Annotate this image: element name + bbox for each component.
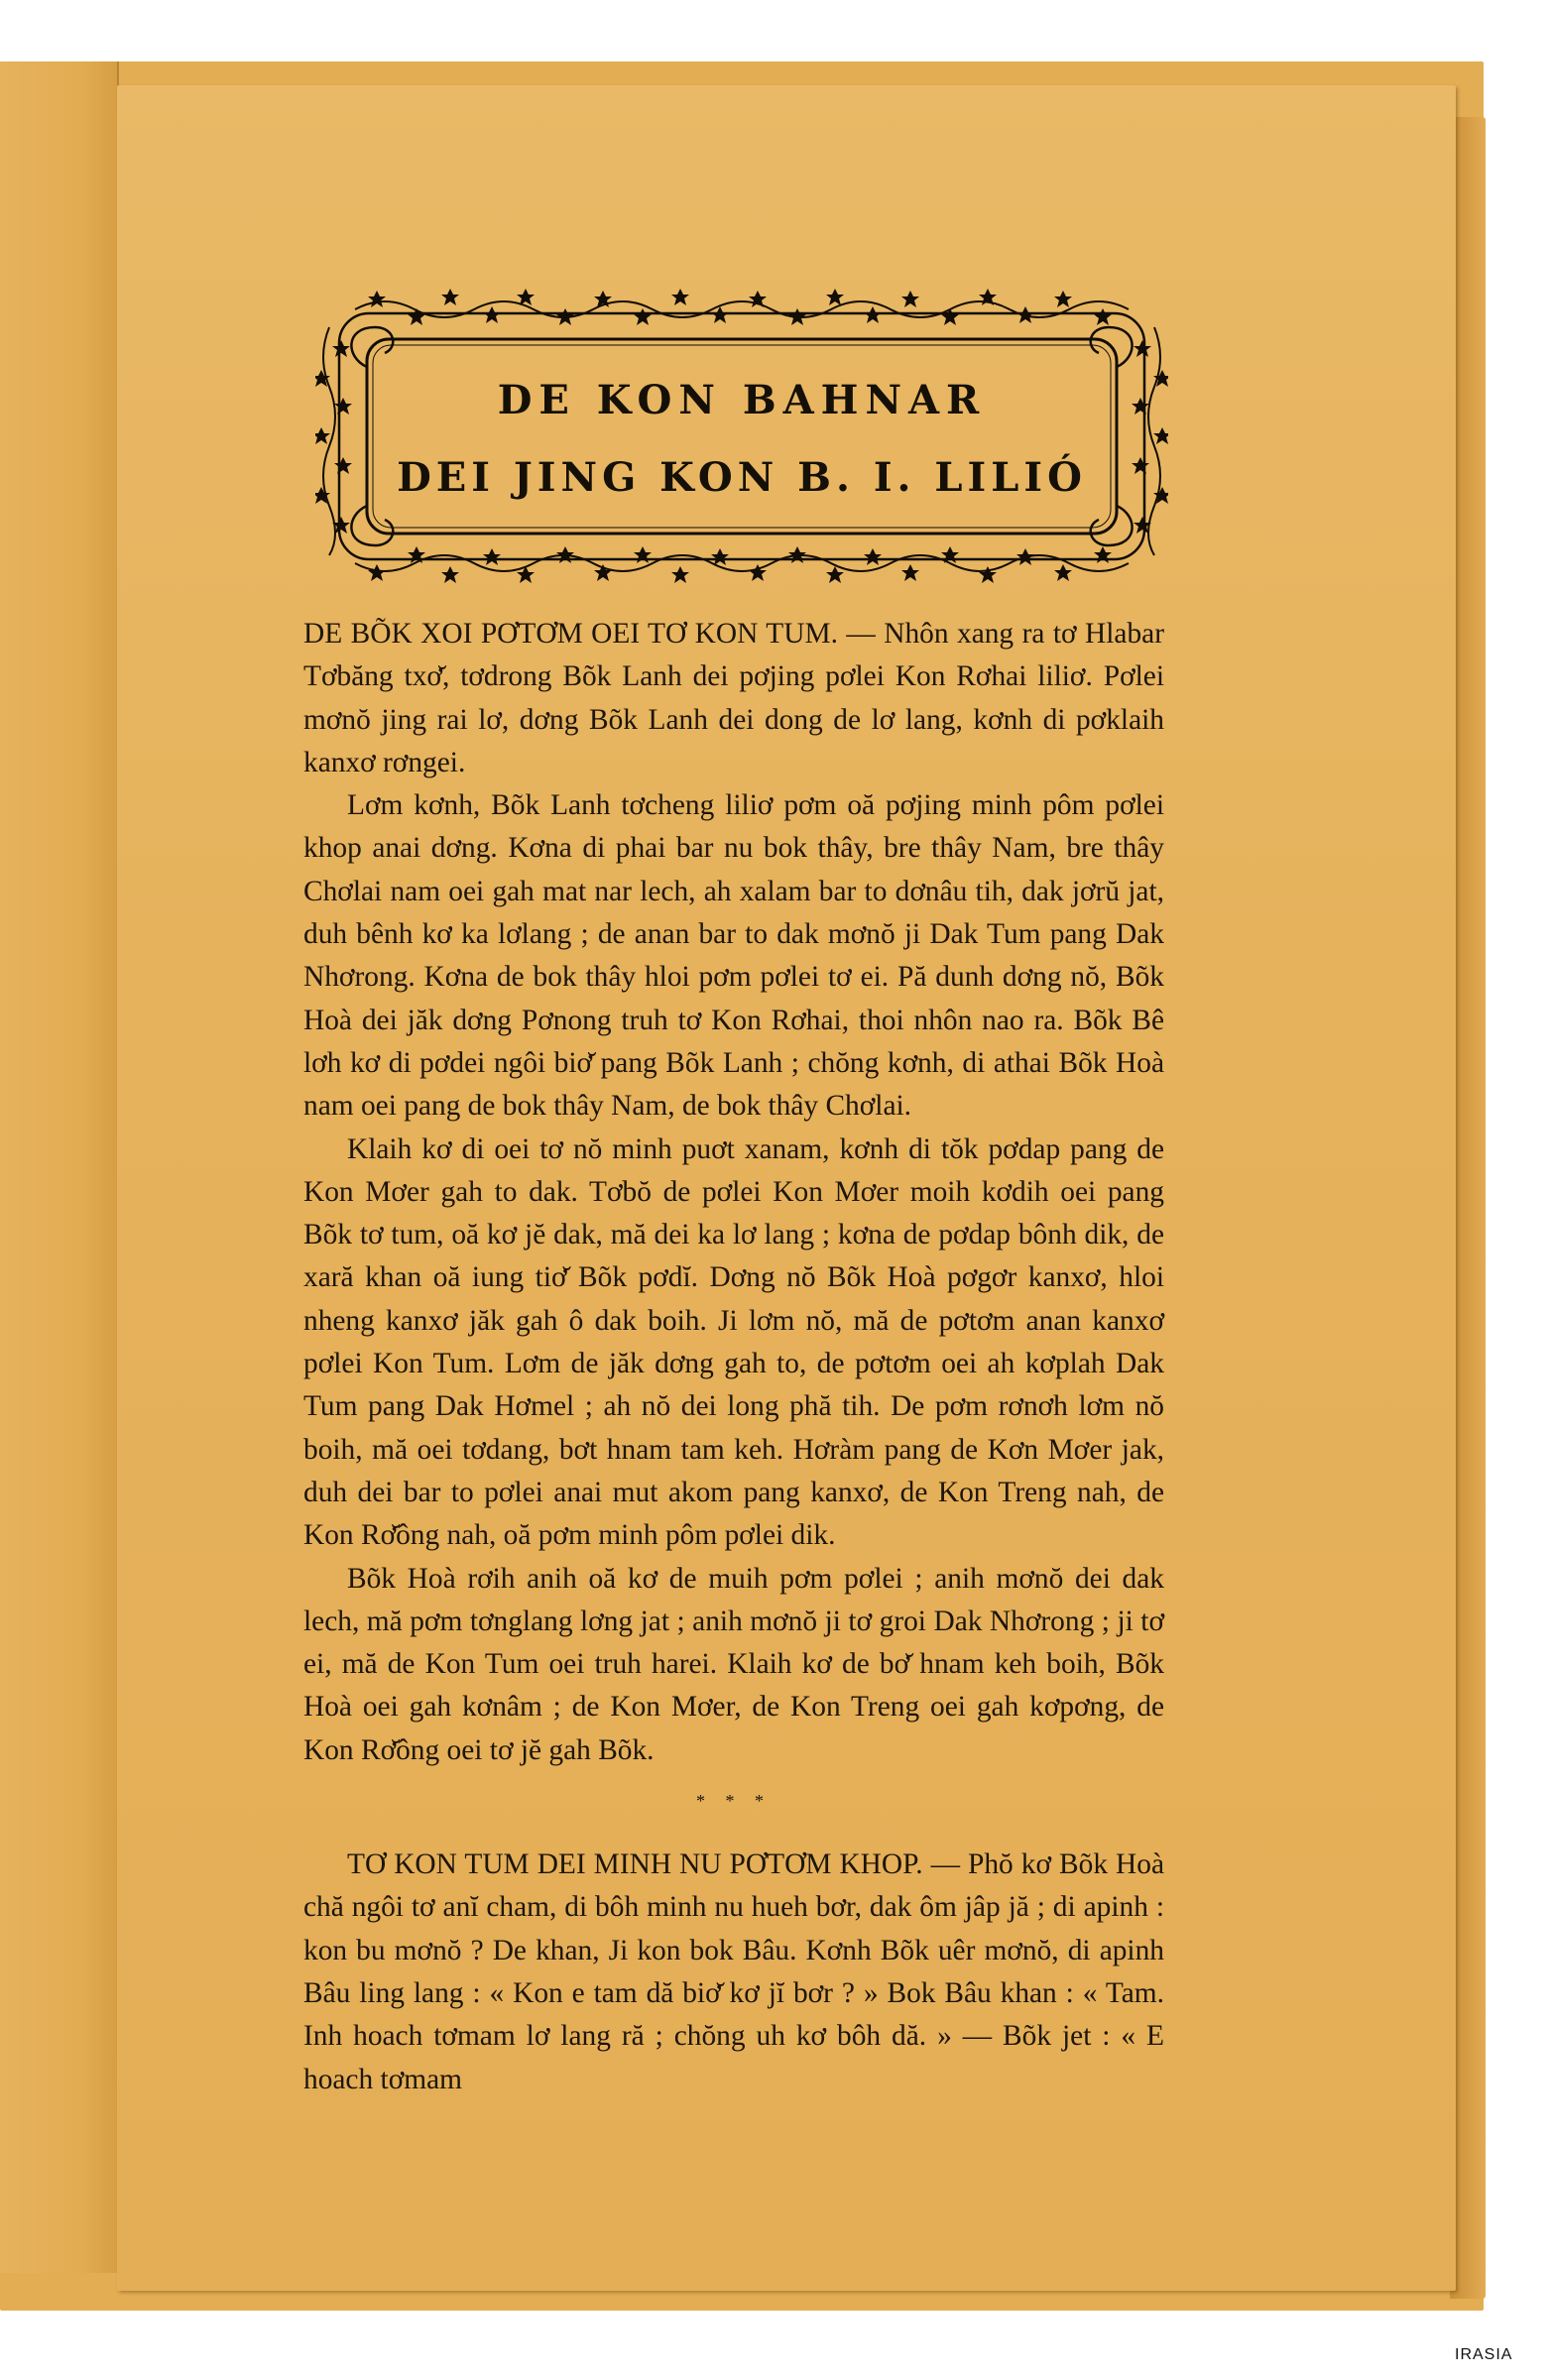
paragraph-3: Klaih kơ di oei tơ nŏ minh puơt xanam, kơnh di tŏk pơdap pang de Kon Mơer gah to dak. Tơbŏ de pơlei Kon Mơer moih kơdih oei pang Bõk tơ tum, oă kơ jĕ dak, mă dei ka lơ lang ; kơna de pơdap bônh dik, de xară khan oă iung tiơ̆ Bõk pơdĭ. Dơng nŏ Bõk Hoà pơgơr kanxơ, hloi nheng kanxơ jăk gah ô dak boih. Ji lơm nŏ, mă de pơtơm anan kanxơ pơlei Kon Tum. Lơm de jăk dơng gah to, de pơtơm oei ah kơplah Dak Tum pang Dak Hơmel ; ah nŏ dei long phă tih. De pơm rơnơh lơm nŏ boih, mă oei tơdang, bơt hnam tam keh. Hơràm pang de Kơn Mơer jak, duh dei bar to pơlei anai mut akom pang kanxơ, de Kon Treng nah, de Kon Rơ̆ông nah, oă pơm minh pôm pơlei dik. [303, 1132, 1164, 1552]
section-separator: * * * [696, 1791, 772, 1812]
title-line-1: DE KON BAHNAR [497, 377, 987, 423]
paragraph-2: Lơm kơnh, Bõk Lanh tơcheng liliơ pơm oă pơjing minh pôm pơlei khop anai dơng. Kơna di phai bar nu bok thây, bre thây Nam, bre thây Chơlai nam oei gah mat nar lech, ah xalam bar to dơnâu tih, dak jơrŭ jat, duh bênh kơ ka lơlang ; de anan bar to dak mơnŏ ji Dak Tum pang Dak Nhơrong. Kơna de bok thây hloi pơm pơlei tơ ei. Pă dunh dơng nŏ, Bõk Hoà dei jăk dơng Pơnong truh tơ Kon Rơhai, thoi nhôn nao ra. Bõk Bê lơh kơ di pơdei ngôi biơ̆ pang Bõk Lanh ; chŏng kơnh, di athai Bõk Hoà nam oei pang de bok thây Nam, de bok thây Chơlai. [303, 789, 1164, 1123]
left-page-edge [0, 61, 119, 2273]
article-body [303, 613, 1164, 2101]
section-2-paragraph: TƠ KON TUM DEI MINH NU PƠTƠM KHOP. — Phŏ kơ Bõk Hoà chă ngôi tơ anĭ cham, di bôh minh nu hueh bơr, dak ôm jâp jă ; di apinh : kon bu mơnŏ ? De khan, Ji kon bok Bâu. Kơnh Bõk uêr mơnŏ, di apinh Bâu ling lang : « Kon e tam dă biơ̆ kơ jĭ bơr ? » Bok Bâu khan : « Tam. Inh hoach tơmam lơ lang ră ; chŏng uh kơ bôh dă. » — Bõk jet : « E hoach tơmam [303, 1848, 1164, 2095]
ivy-vine-ornament-frame-icon [315, 288, 1168, 585]
paragraph-1: DE BÕK XOI PƠTƠM OEI TƠ KON TUM. — Nhôn xang ra tơ Hlabar Tơbăng txơ̆, tơdrong Bõk Lanh dei pơjing pơlei Kon Rơhai liliơ. Pơlei mơnŏ jing rai lơ, dơng Bõk Lanh dei dong de lơ lang, kơnh di pơklaih kanxơ rơngei. [303, 618, 1164, 778]
title-line-2: DEI JING KON B. I. LILIÓ [397, 454, 1087, 501]
paragraph-4: Bõk Hoà rơih anih oă kơ de muih pơm pơlei ; anih mơnŏ dei dak lech, mă pơm tơnglang lơng jat ; anih mơnŏ ji tơ groi Dak Nhơrong ; ji tơ ei, mă de Kon Tum oei truh harei. Klaih kơ de bơ̆ hnam keh boih, Bõk Hoà oei gah kơnâm ; de Kon Mơer, de Kon Treng oei gah kơpơng, de Kon Rơ̆ông oei tơ jĕ gah Bõk. [303, 1562, 1164, 1766]
source-watermark: IRASIA [1455, 2346, 1513, 2363]
